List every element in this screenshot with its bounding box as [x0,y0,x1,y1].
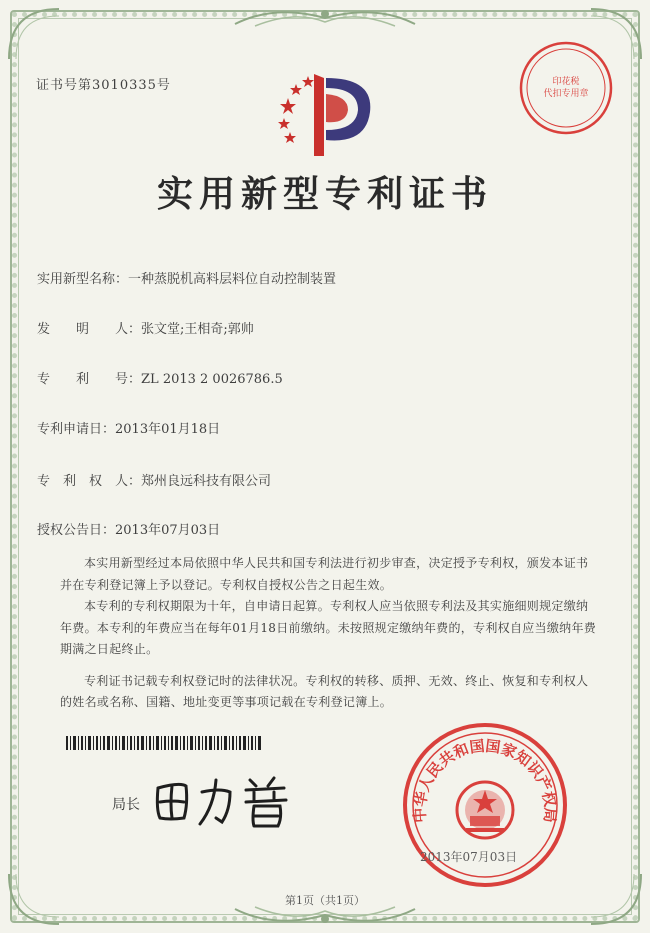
field-patent-name-value: 一种蒸脱机高料层料位自动控制装置 [128,272,337,287]
field-patent-number [37,368,283,387]
body-paragraph: 本实用新型经过本局依照中华人民共和国专利法进行初步审查，决定授予专利权，颁发本证书并在专利登记簿上予以登记。专利权自授权公告之日起生效。 [60,556,589,592]
field-grant-date-value: 2013年07月03日 [115,523,221,538]
field-filing-date-value: 2013年01月18日 [115,422,221,437]
field-patent-name-label: 实用新型名称： [37,272,129,287]
svg-text:代扣专用章: 代扣专用章 [543,89,589,99]
certificate-body [60,553,600,714]
field-patent-number-label: 专 利 号： [37,372,142,387]
field-inventor-value: 张文堂;王相奇;郭帅 [141,322,254,337]
field-patent-number-value: ZL 2013 2 0026786.5 [141,372,283,387]
director-label: 局长 [112,797,140,813]
sipo-logo-icon [262,64,382,160]
field-filing-date-label: 专利申请日： [37,422,116,437]
barcode [66,736,262,750]
body-paragraph: 本专利的专利权期限为十年，自申请日起算。专利权人应当依照专利法及其实施细则规定缴纳年费。本专利的年费应当在每年01月18日前缴纳。未按照规定缴纳年费的，专利权自应当缴纳年费期满之日起终止。 [60,599,597,656]
field-inventor [37,318,254,337]
seal-date: 2013年07月03日 [420,850,518,864]
field-grant-date [37,519,220,538]
field-patent-name [37,268,336,287]
top-ornament [225,4,425,30]
svg-text:印花税: 印花税 [552,77,580,87]
tax-stamp-small [516,38,616,138]
field-grant-date-label: 授权公告日： [37,523,116,538]
field-patentee-value: 郑州良远科技有限公司 [141,474,272,489]
corner-ornament-top-left [4,4,64,64]
field-patentee [37,470,271,489]
body-paragraph: 专利证书记载专利权登记时的法律状况。专利权的转移、质押、无效、终止、恢复和专利权人的姓名或名称、国籍、地址变更等事项记载在专利登记簿上。 [60,673,589,709]
certificate-number: 证书号第3010335号 [36,78,171,93]
svg-text:中华人民共和国国家知识产权局: 中华人民共和国国家知识产权局 [410,736,560,824]
director-signature [150,770,310,830]
page-number: 第1页（共1页） [285,894,365,907]
field-inventor-label: 发 明 人： [37,322,142,337]
field-patentee-label: 专 利 权 人： [37,474,142,489]
field-filing-date [37,418,220,437]
certificate-title: 实用新型专利证书 [156,173,493,215]
